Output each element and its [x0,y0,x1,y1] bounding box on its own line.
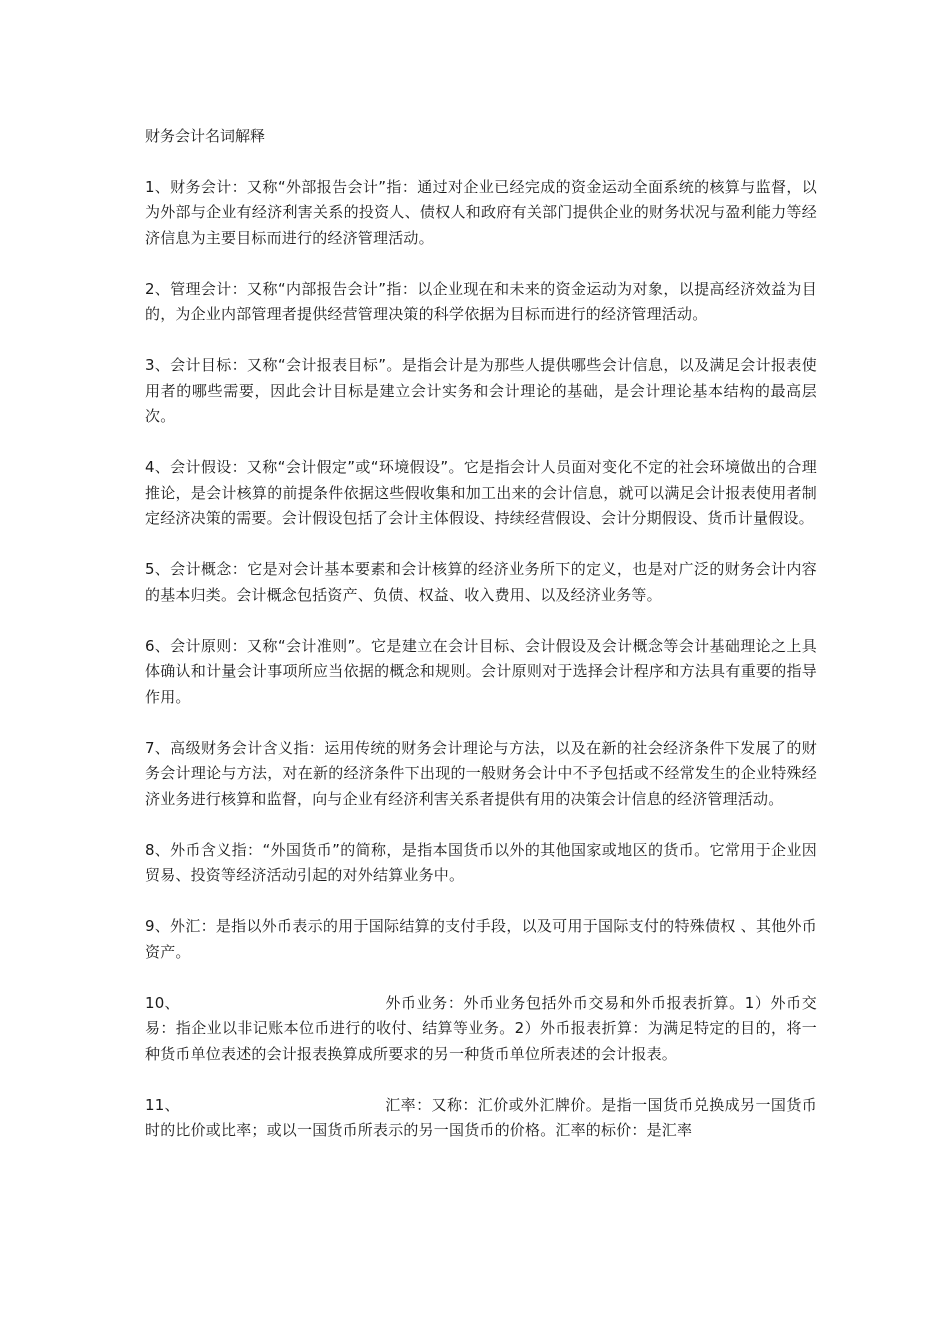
entry-1 [145,175,817,252]
entry-number: 6、 [145,636,170,655]
entry-text: 会计概念：它是对会计基本要素和会计核算的经济业务所下的定义，也是对广泛的财务会计内容的基本归类。会计概念包括资产、负债、权益、收入费用、以及经济业务等。 [145,560,817,604]
paragraph-gap [145,251,817,277]
entry-text: 会计假设：又称“会计假定”或“环境假设”。它是指会计人员面对变化不定的社会环境做出的合理推论，是会计核算的前提条件依据这些假收集和加工出来的会计信息，就可以满足会计报表使用者制定经济决策的需要。会计假设包括了会计主体假设、持续经营假设、会计分期假设、货币计量假设。 [145,458,817,527]
paragraph-gap [145,889,817,915]
entry-text: 财务会计：又称“外部报告会计”指：通过对企业已经完成的资金运动全面系统的核算与监督，以为外部与企业有经济利害关系的投资人、债权人和政府有关部门提供企业的财务状况与盈利能力等经济信息为主要目标而进行的经济管理活动。 [145,177,817,247]
entry-5 [145,557,817,608]
entry-text: 管理会计：又称“内部报告会计”指：以企业现在和未来的资金运动为对象，以提高经济效益为目的，为企业内部管理者提供经营管理决策的科学依据为目标而进行的经济管理活动。 [145,279,817,323]
paragraph-gap [145,710,817,736]
entry-6 [145,634,817,711]
document-page [145,124,817,1144]
document-title: 财务会计名词解释 [145,127,266,145]
entry-9 [145,914,817,965]
paragraph-gap [145,149,817,175]
entry-text: 外币业务：外币业务包括外币交易和外币报表折算。1）外币交易：指企业以非记账本位币进行的收付、结算等业务。2）外币报表折算：为满足特定的目的，将一种货币单位表述的会计报表换算成所要求的另一种货币单位所表述的会计报表。 [145,993,817,1063]
paragraph-gap [145,532,817,558]
entry-text: 会计目标：又称“会计报表目标”。是指会计是为那些人提供哪些会计信息，以及满足会计报表使用者的哪些需要，因此会计目标是建立会计实务和会计理论的基础，是会计理论基本结构的最高层次。 [145,356,817,425]
entry-number: 2、 [145,279,170,298]
entry-3 [145,353,817,430]
entry-number: 1、 [145,177,170,196]
entry-text: 外汇：是指以外币表示的用于国际结算的支付手段，以及可用于国际支付的特殊债权 、其他外币资产。 [145,917,817,961]
paragraph-gap [145,328,817,354]
entry-4 [145,455,817,532]
paragraph-gap [145,608,817,634]
paragraph-gap [145,812,817,838]
paragraph-gap [145,1067,817,1093]
paragraph-gap [145,430,817,456]
entry-text: 外币含义指：“外国货币”的简称，是指本国货币以外的其他国家或地区的货币。它常用于企业因贸易、投资等经济活动引起的对外结算业务中。 [145,840,817,884]
entry-text: 会计原则：又称“会计准则”。它是建立在会计目标、会计假设及会计概念等会计基础理论之上具体确认和计量会计事项所应当依据的概念和规则。会计原则对于选择会计程序和方法具有重要的指导作用。 [145,636,817,706]
entry-number: 8、 [145,840,170,859]
entry-11 [145,1093,817,1144]
entry-number: 7、 [145,738,170,757]
entry-number: 5、 [145,560,170,578]
entry-number: 10、 [145,993,180,1012]
entry-number: 11、 [145,1095,180,1114]
entry-number: 9、 [145,917,170,935]
paragraph-gap [145,965,817,991]
entry-2 [145,277,817,328]
entry-10 [145,991,817,1068]
entry-7 [145,736,817,813]
entry-number: 3、 [145,356,170,374]
entry-text: 高级财务会计含义指：运用传统的财务会计理论与方法，以及在新的社会经济条件下发展了的财务会计理论与方法，对在新的经济条件下出现的一般财务会计中不予包括或不经常发生的企业特殊经济业务进行核算和监督，向与企业有经济利害关系者提供有用的决策会计信息的经济管理活动。 [145,738,817,808]
entry-text: 汇率：又称：汇价或外汇牌价。是指一国货币兑换成另一国货币时的比价或比率；或以一国货币所表示的另一国货币的价格。汇率的标价：是汇率 [145,1095,817,1139]
entry-number: 4、 [145,458,170,476]
entry-8 [145,838,817,889]
